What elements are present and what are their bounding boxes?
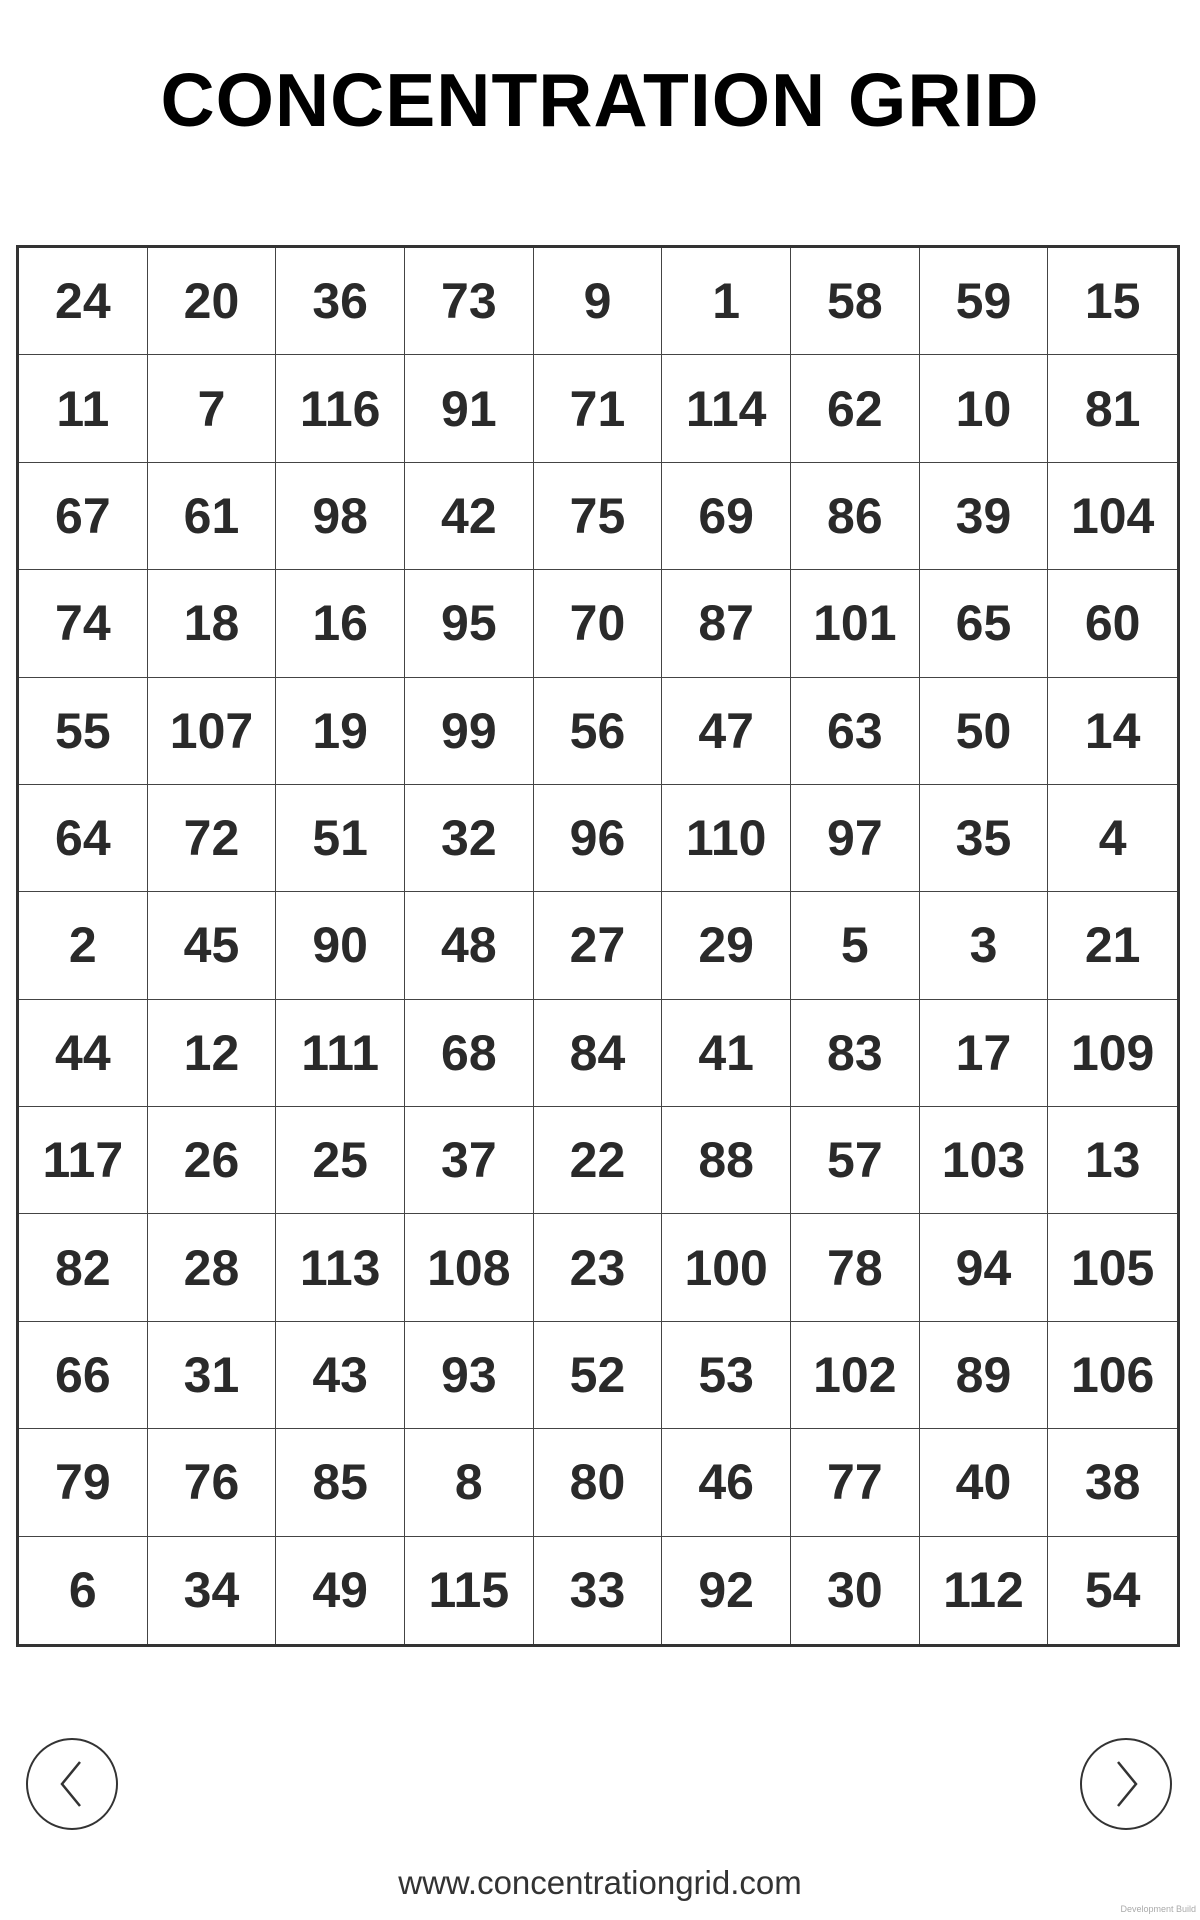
grid-cell[interactable]: 55 bbox=[19, 678, 148, 785]
grid-cell[interactable]: 40 bbox=[920, 1429, 1049, 1536]
grid-cell[interactable]: 8 bbox=[405, 1429, 534, 1536]
grid-cell[interactable]: 1 bbox=[662, 248, 791, 355]
next-button[interactable] bbox=[1080, 1738, 1172, 1830]
grid-cell[interactable]: 44 bbox=[19, 1000, 148, 1107]
grid-cell[interactable]: 71 bbox=[534, 355, 663, 462]
grid-cell[interactable]: 21 bbox=[1048, 892, 1177, 999]
grid-cell[interactable]: 4 bbox=[1048, 785, 1177, 892]
grid-cell[interactable]: 15 bbox=[1048, 248, 1177, 355]
grid-cell[interactable]: 35 bbox=[920, 785, 1049, 892]
grid-cell[interactable]: 103 bbox=[920, 1107, 1049, 1214]
grid-cell[interactable]: 26 bbox=[148, 1107, 277, 1214]
grid-cell[interactable]: 30 bbox=[791, 1537, 920, 1644]
grid-cell[interactable]: 33 bbox=[534, 1537, 663, 1644]
grid-cell[interactable]: 18 bbox=[148, 570, 277, 677]
grid-cell[interactable]: 61 bbox=[148, 463, 277, 570]
grid-cell[interactable]: 112 bbox=[920, 1537, 1049, 1644]
grid-cell[interactable]: 88 bbox=[662, 1107, 791, 1214]
grid-cell[interactable]: 85 bbox=[276, 1429, 405, 1536]
grid-cell[interactable]: 75 bbox=[534, 463, 663, 570]
grid-cell[interactable]: 109 bbox=[1048, 1000, 1177, 1107]
grid-cell[interactable]: 94 bbox=[920, 1214, 1049, 1321]
grid-cell[interactable]: 28 bbox=[148, 1214, 277, 1321]
grid-cell[interactable]: 116 bbox=[276, 355, 405, 462]
grid-cell[interactable]: 17 bbox=[920, 1000, 1049, 1107]
grid-cell[interactable]: 36 bbox=[276, 248, 405, 355]
grid-cell[interactable]: 115 bbox=[405, 1537, 534, 1644]
grid-cell[interactable]: 100 bbox=[662, 1214, 791, 1321]
grid-cell[interactable]: 58 bbox=[791, 248, 920, 355]
grid-cell[interactable]: 10 bbox=[920, 355, 1049, 462]
page-title: CONCENTRATION GRID bbox=[160, 58, 1040, 142]
chevron-left-icon bbox=[52, 1756, 92, 1812]
grid-cell[interactable]: 110 bbox=[662, 785, 791, 892]
grid-cell[interactable]: 107 bbox=[148, 678, 277, 785]
chevron-right-icon bbox=[1106, 1756, 1146, 1812]
grid-cell[interactable]: 68 bbox=[405, 1000, 534, 1107]
grid-cell[interactable]: 82 bbox=[19, 1214, 148, 1321]
grid-cell[interactable]: 41 bbox=[662, 1000, 791, 1107]
grid-cell[interactable]: 102 bbox=[791, 1322, 920, 1429]
grid-cell[interactable]: 89 bbox=[920, 1322, 1049, 1429]
grid-cell[interactable]: 56 bbox=[534, 678, 663, 785]
grid-cell[interactable]: 80 bbox=[534, 1429, 663, 1536]
grid-cell[interactable]: 104 bbox=[1048, 463, 1177, 570]
grid-cell[interactable]: 96 bbox=[534, 785, 663, 892]
grid-cell[interactable]: 20 bbox=[148, 248, 277, 355]
grid-cell[interactable]: 66 bbox=[19, 1322, 148, 1429]
grid-cell[interactable]: 50 bbox=[920, 678, 1049, 785]
grid-cell[interactable]: 22 bbox=[534, 1107, 663, 1214]
grid-cell[interactable]: 47 bbox=[662, 678, 791, 785]
grid-cell[interactable]: 70 bbox=[534, 570, 663, 677]
grid-cell[interactable]: 11 bbox=[19, 355, 148, 462]
grid-cell[interactable]: 51 bbox=[276, 785, 405, 892]
grid-cell[interactable]: 63 bbox=[791, 678, 920, 785]
grid-cell[interactable]: 65 bbox=[920, 570, 1049, 677]
grid-cell[interactable]: 92 bbox=[662, 1537, 791, 1644]
grid-cell[interactable]: 48 bbox=[405, 892, 534, 999]
grid-cell[interactable]: 29 bbox=[662, 892, 791, 999]
grid-cell[interactable]: 87 bbox=[662, 570, 791, 677]
grid-cell[interactable]: 42 bbox=[405, 463, 534, 570]
grid-cell[interactable]: 59 bbox=[920, 248, 1049, 355]
grid-cell[interactable]: 16 bbox=[276, 570, 405, 677]
grid-cell[interactable]: 111 bbox=[276, 1000, 405, 1107]
grid-cell[interactable]: 72 bbox=[148, 785, 277, 892]
grid-cell[interactable]: 62 bbox=[791, 355, 920, 462]
grid-cell[interactable]: 7 bbox=[148, 355, 277, 462]
grid-cell[interactable]: 105 bbox=[1048, 1214, 1177, 1321]
grid-cell[interactable]: 57 bbox=[791, 1107, 920, 1214]
grid-cell[interactable]: 9 bbox=[534, 248, 663, 355]
grid-cell[interactable]: 39 bbox=[920, 463, 1049, 570]
grid-cell[interactable]: 49 bbox=[276, 1537, 405, 1644]
grid-cell[interactable]: 19 bbox=[276, 678, 405, 785]
grid-cell[interactable]: 43 bbox=[276, 1322, 405, 1429]
grid-cell[interactable]: 54 bbox=[1084, 1562, 1141, 1619]
grid-cell[interactable]: 76 bbox=[148, 1429, 277, 1536]
grid-cell[interactable]: 90 bbox=[276, 892, 405, 999]
grid-cell[interactable]: 25 bbox=[276, 1107, 405, 1214]
grid-cell[interactable]: 79 bbox=[19, 1429, 148, 1536]
grid-cell[interactable]: 106 bbox=[1048, 1322, 1177, 1429]
grid-cell[interactable]: 6 bbox=[19, 1537, 148, 1644]
grid-cell[interactable]: 69 bbox=[662, 463, 791, 570]
grid-cell[interactable]: 13 bbox=[1048, 1107, 1177, 1214]
previous-button[interactable] bbox=[26, 1738, 118, 1830]
grid-cell[interactable]: 24 bbox=[19, 248, 148, 355]
number-grid bbox=[16, 245, 1180, 1647]
grid-cell[interactable]: 91 bbox=[405, 355, 534, 462]
grid-cell[interactable]: 12 bbox=[148, 1000, 277, 1107]
grid-cell[interactable]: 14 bbox=[1048, 678, 1177, 785]
grid-cell[interactable]: 117 bbox=[19, 1107, 148, 1214]
grid-cell[interactable]: 78 bbox=[791, 1214, 920, 1321]
footer-url[interactable]: www.concentrationgrid.com bbox=[398, 1864, 802, 1901]
grid-cell[interactable]: 5 bbox=[791, 892, 920, 999]
grid-cell[interactable]: 97 bbox=[791, 785, 920, 892]
grid-cell[interactable]: 83 bbox=[791, 1000, 920, 1107]
grid-cell[interactable]: 52 bbox=[534, 1322, 663, 1429]
grid-cell[interactable]: 27 bbox=[534, 892, 663, 999]
grid-cell[interactable]: 64 bbox=[19, 785, 148, 892]
grid-cells bbox=[19, 248, 1177, 1644]
grid-cell[interactable]: 37 bbox=[405, 1107, 534, 1214]
grid-cell[interactable]: 108 bbox=[405, 1214, 534, 1321]
watermark-text: Development Build bbox=[1120, 1904, 1196, 1914]
grid-cell[interactable]: 81 bbox=[1048, 355, 1177, 462]
grid-cell[interactable]: 34 bbox=[148, 1537, 277, 1644]
grid-cell[interactable]: 45 bbox=[148, 892, 277, 999]
grid-cell[interactable]: 95 bbox=[405, 570, 534, 677]
grid-cell[interactable]: 98 bbox=[276, 463, 405, 570]
grid-cell[interactable]: 99 bbox=[405, 678, 534, 785]
grid-cell[interactable]: 60 bbox=[1048, 570, 1177, 677]
grid-cell[interactable]: 53 bbox=[662, 1322, 791, 1429]
grid-cell[interactable]: 114 bbox=[662, 355, 791, 462]
grid-cell[interactable]: 46 bbox=[662, 1429, 791, 1536]
grid-cell[interactable]: 3 bbox=[920, 892, 1049, 999]
grid-cell[interactable]: 32 bbox=[405, 785, 534, 892]
grid-cell[interactable]: 77 bbox=[791, 1429, 920, 1536]
grid-cell[interactable]: 2 bbox=[19, 892, 148, 999]
grid-cell[interactable]: 38 bbox=[1048, 1429, 1177, 1536]
grid-cell[interactable]: 67 bbox=[19, 463, 148, 570]
grid-cell[interactable]: 113 bbox=[276, 1214, 405, 1321]
grid-cell[interactable]: 31 bbox=[148, 1322, 277, 1429]
grid-cell[interactable]: 101 bbox=[791, 570, 920, 677]
grid-cell[interactable]: 93 bbox=[405, 1322, 534, 1429]
grid-cell[interactable]: 74 bbox=[19, 570, 148, 677]
grid-cell[interactable]: 84 bbox=[534, 1000, 663, 1107]
grid-cell[interactable]: 73 bbox=[405, 248, 534, 355]
grid-cell[interactable]: 23 bbox=[534, 1214, 663, 1321]
grid-cell[interactable]: 86 bbox=[791, 463, 920, 570]
